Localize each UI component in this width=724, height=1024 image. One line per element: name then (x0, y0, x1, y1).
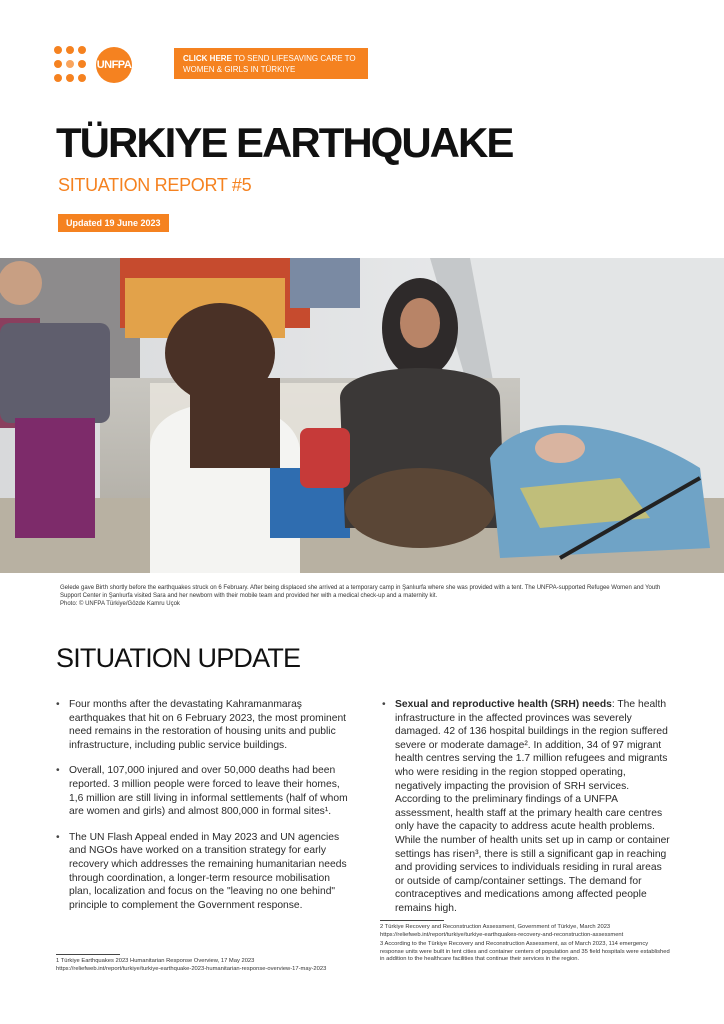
bullet-list (382, 698, 670, 916)
report-subtitle: SITUATION REPORT #5 (58, 175, 252, 195)
srh-heading: Sexual and reproductive health (SRH) needs (395, 699, 612, 710)
footnote-divider (56, 954, 120, 955)
bullet-item: • Overall, 107,000 injured and over 50,000 deaths had been reported. 3 million people were forced to leave their homes, 1,6 million are still living in informal settlements (half of whom are women and girls) and almost 800,000 in formal sites¹. (56, 764, 354, 818)
cta-bold-text: CLICK HERE (183, 54, 232, 63)
right-column (382, 698, 670, 928)
bullet-item: • Four months after the devastating Kahramanmaraş earthquakes that hit on 6 February 2023, the most prominent need remains in the restoration of housing units and public infrastructure, including public service buildings. (56, 698, 354, 752)
caption-text: Gelede gave Birth shortly before the earthquakes struck on 6 February. After being displaced she arrived at a temporary camp in Şanlıurfa where she was provided with a tent. The UNFPA-supported Refugee Women and Youth Support Center in Şanlıurfa visited Sara and her newborn with their mobile team and provided her with a medical check-up and a maternity kit. (60, 585, 661, 599)
cover-photo (0, 258, 724, 573)
bullet-item: • The UN Flash Appeal ended in May 2023 and UN agencies and NGOs have worked on a transition strategy for early recovery which addresses the remaining humanitarian needs through coordination, a longer-term resource mobilisation plan, localization and focus on the "leaving no one behind" principle to complement the Government response. (56, 831, 354, 913)
unfpa-logo (54, 44, 144, 86)
left-column (56, 698, 354, 924)
footnotes-right (380, 920, 672, 964)
footnote: 2 Türkiye Recovery and Reconstruction Assessment, Government of Türkiye, March 2023 https://reliefweb.int/report/turkiye/turkiye-earthquakes-recovery-and-reconstruction-assessment (380, 924, 624, 938)
photo-credit: Photo: © UNFPA Türkiye/Gözde Kamru Uçok (60, 601, 180, 607)
logo-dots-icon (54, 44, 96, 86)
footnote: 1 Türkiye Earthquakes 2023 Humanitarian Response Overview, 17 May 2023 https://reliefweb.int/report/turkiye/turkiye-earthquake-2023-humanitarian-response-overview-17-may-2023 (56, 958, 327, 972)
updated-badge: Updated 19 June 2023 (58, 214, 169, 232)
cta-text: TO SEND LIFESAVING CARE TO WOMEN & GIRLS IN TÜRKIYE (183, 54, 356, 74)
logo-wordmark: UNFPA (96, 47, 132, 83)
report-title: TÜRKIYE EARTHQUAKE (56, 119, 513, 166)
photo-caption (60, 584, 670, 608)
footnotes-left (56, 954, 354, 973)
footnote: 3 According to the Türkiye Recovery and Reconstruction Assessment, as of March 2023, 114 emergency response units were built in tent cities and container centers of population and 35 field hospitals were established in addition to the healthcare facilities that continue their services in the region. (380, 941, 670, 963)
bullet-item (382, 698, 670, 916)
footnote-divider (380, 920, 444, 921)
srh-text: : The health infrastructure in the affected provinces was severely damaged. 42 of 136 hospital buildings in the region suffered severe or moderate damage². In addition, 34 of 97 migrant health centres serving the 1.7 million refugees and migrants who were residing in the region stopped operating, negatively impacting the provision of SRH services. According to the preliminary findings of a UNFPA assessment, health staff at the primary health care centres only have the capacity to address acute health problems. While the number of health units set up in camp or container settings has risen³, there is still a significant gap in reaching and providing services to individuals residing in rural areas or outside of camp/container settings. The demand for contraceptives and medications among affected people remains high. (395, 699, 670, 914)
section-heading: SITUATION UPDATE (56, 643, 301, 673)
bullet-list (56, 698, 354, 912)
donate-cta-button[interactable] (174, 48, 368, 79)
